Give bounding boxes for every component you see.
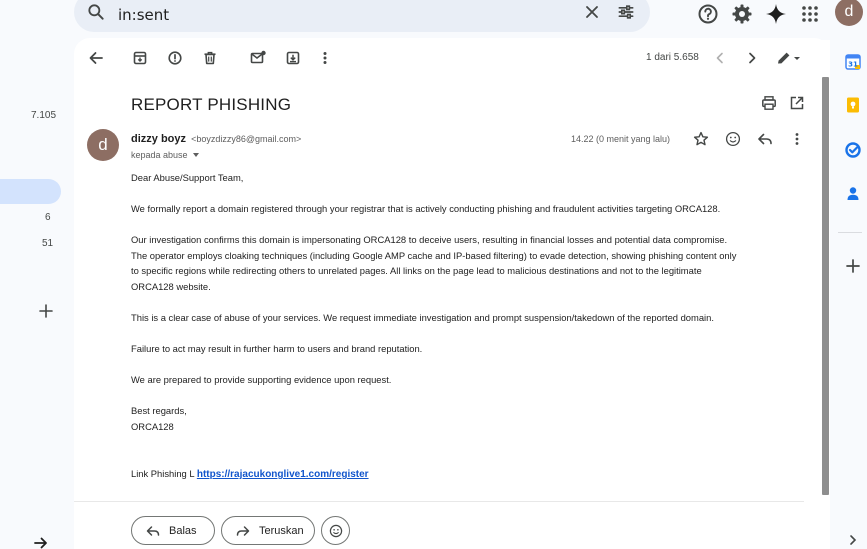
reply-icon[interactable] <box>756 130 774 148</box>
forward-label: Teruskan <box>259 525 304 537</box>
scrollbar-thumb[interactable] <box>822 77 829 495</box>
emoji-icon <box>328 523 344 539</box>
body-paragraph: Our investigation confirms this domain is impersonating ORCA128 to deceive users, resulting in financial losses and potential data compromise. <box>131 234 728 245</box>
chevron-right-icon[interactable] <box>843 530 863 549</box>
forward-icon <box>235 523 251 539</box>
tasks-icon[interactable] <box>843 140 863 160</box>
sender-avatar[interactable]: d <box>87 129 119 161</box>
svg-text:31: 31 <box>848 60 858 69</box>
star-icon[interactable] <box>692 130 710 148</box>
report-spam-icon[interactable] <box>165 48 185 68</box>
chevron-right-icon[interactable] <box>742 48 762 68</box>
trash-icon[interactable] <box>200 48 220 68</box>
email-subject: REPORT PHISHING <box>131 95 292 114</box>
recipient-details[interactable] <box>131 150 199 160</box>
print-icon[interactable] <box>760 94 778 112</box>
more-vert-icon[interactable] <box>788 130 806 148</box>
message-pane <box>74 38 830 549</box>
body-paragraph: The operator employs cloaking techniques (including Google AMP cache and IP-based filtering) to evade detection, showing phishing content only <box>131 249 737 261</box>
reply-icon <box>145 523 161 539</box>
sender-info[interactable] <box>131 133 301 145</box>
search-options-icon[interactable] <box>616 2 636 22</box>
edit-pen-icon[interactable] <box>774 48 802 68</box>
pager-text: 1 dari 5.658 <box>646 52 699 63</box>
email-timestamp: 14.22 (0 menit yang lalu) <box>571 134 671 144</box>
apps-grid-icon[interactable] <box>798 2 822 26</box>
emoji-reply-button[interactable] <box>321 516 350 545</box>
reply-button[interactable] <box>131 516 215 545</box>
gear-icon[interactable] <box>730 2 754 26</box>
forward-button[interactable] <box>221 516 315 545</box>
account-avatar[interactable]: d <box>835 0 863 26</box>
body-paragraph: We are prepared to provide supporting evidence upon request. <box>131 374 392 385</box>
body-signature: ORCA128 <box>131 420 174 432</box>
body-paragraph: This is a clear case of abuse of your services. We request immediate investigation and prompt suspension/takedown of the reported domain. <box>131 312 714 323</box>
emoji-react-icon[interactable] <box>724 130 742 148</box>
mark-unread-icon[interactable] <box>248 48 268 68</box>
body-paragraph: to specific regions while redirecting others to unrelated pages. All links on the page lead to malicious destinations and not to the legitimate <box>131 265 702 276</box>
nav-item-sent-active[interactable] <box>0 179 61 204</box>
reply-label: Balas <box>169 525 197 537</box>
nav-count-drafts: 6 <box>45 212 51 223</box>
body-paragraph: ORCA128 website. <box>131 280 211 292</box>
help-icon[interactable] <box>696 2 720 26</box>
nav-count-inbox: 7.105 <box>31 110 57 121</box>
recipient-text: kepada abuse <box>131 150 188 160</box>
body-closing: Best regards, <box>131 405 187 416</box>
body-paragraph: Failure to act may result in further harm to users and brand reputation. <box>131 343 423 354</box>
body-greeting: Dear Abuse/Support Team, <box>131 172 244 183</box>
add-addon-icon[interactable] <box>843 256 863 276</box>
calendar-icon[interactable] <box>843 52 863 72</box>
add-label-icon[interactable] <box>38 303 54 319</box>
search-bar[interactable] <box>74 0 650 32</box>
close-icon[interactable] <box>582 2 602 22</box>
contacts-icon[interactable] <box>843 184 863 204</box>
divider <box>74 501 804 502</box>
arrow-right-icon[interactable] <box>32 534 50 549</box>
sender-email: <boyzdizzy86@gmail.com> <box>191 134 302 144</box>
search-icon[interactable] <box>86 2 106 22</box>
more-vert-icon[interactable] <box>315 48 335 68</box>
body-link-line <box>131 466 811 483</box>
phishing-link[interactable]: https://rajacukonglive1.com/register <box>196 469 369 480</box>
archive-icon[interactable] <box>130 48 150 68</box>
chevron-left-icon[interactable] <box>710 48 730 68</box>
body-paragraph: We formally report a domain registered through your registrar that is actively conducting phishing and fraudulent activities targeting ORCA128. <box>131 203 721 214</box>
sender-name[interactable]: dizzy boyz <box>131 133 187 145</box>
side-divider <box>838 232 862 233</box>
keep-icon[interactable] <box>843 95 863 115</box>
move-to-icon[interactable] <box>283 48 303 68</box>
nav-count-other: 51 <box>42 238 54 249</box>
back-arrow-icon[interactable] <box>86 48 106 68</box>
sparkle-icon[interactable] <box>764 2 788 26</box>
chevron-down-icon[interactable] <box>193 153 199 157</box>
link-prefix: Link Phishing L <box>131 468 197 479</box>
open-new-window-icon[interactable] <box>788 94 806 112</box>
search-input[interactable]: in:sent <box>118 6 170 24</box>
